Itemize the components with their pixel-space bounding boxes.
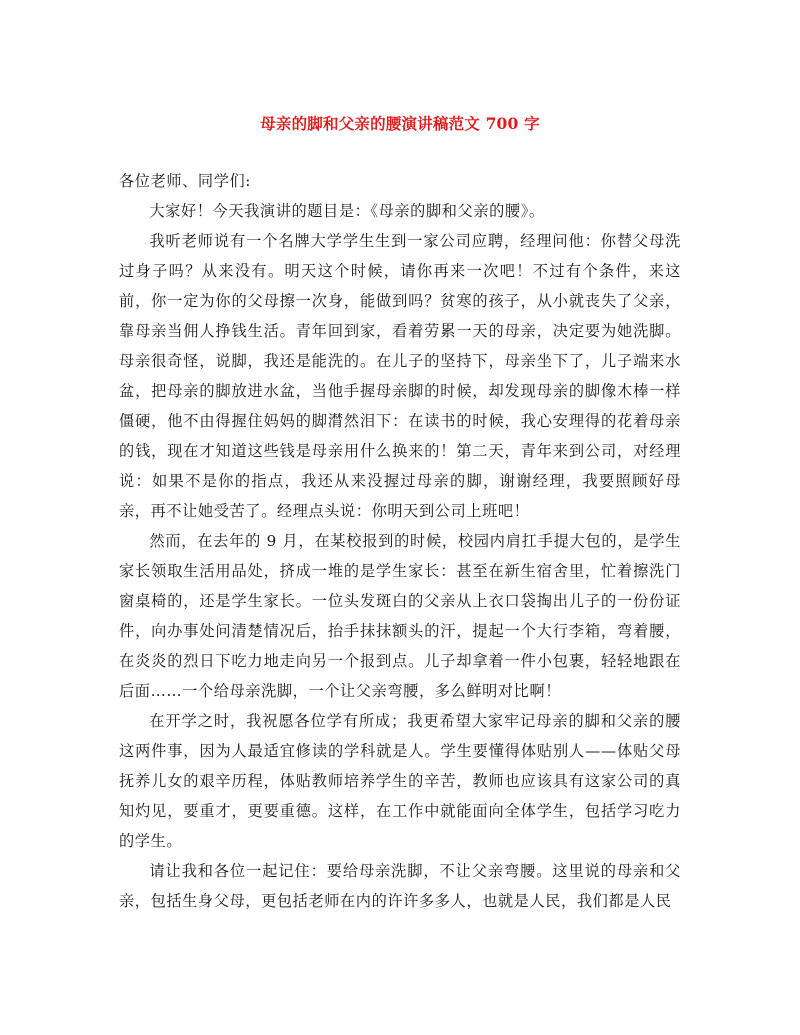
- paragraph-2: 我听老师说有一个名牌大学学生生到一家公司应聘，经理问他：你替父母洗过身子吗？从来没有。明天这个时候，请你再来一次吧！不过有个条件，来这前，你一定为你的父母擦一次身，能做到吗？贫寒的孩子，从小就丧失了父亲，靠母亲当佣人挣钱生活。青年回到家，看着劳累一天的母亲，决定要为她洗脚。母亲很奇怪，说脚，我还是能洗的。在儿子的坚持下，母亲坐下了，儿子端来水盆，把母亲的脚放进水盆，当他手握母亲脚的时候，却发现母亲的脚像木棒一样僵硬，他不由得握住妈妈的脚潸然泪下：在读书的时候，我心安理得的花着母亲的钱，现在才知道这些钱是母亲用什么换来的！第二天，青年来到公司，对经理说：如果不是你的指点，我还从来没握过母亲的脚，谢谢经理，我要照顾好母亲，再不让她受苦了。经理点头说：你明天到公司上班吧！: [119, 232, 681, 520]
- paragraph-5: 请让我和各位一起记住：要给母亲洗脚，不让父亲弯腰。这里说的母亲和父亲，包括生身父母，更包括老师在内的许许多多人，也就是人民，我们都是人民: [119, 862, 681, 910]
- document-title: 母亲的脚和父亲的腰演讲稿范文 700 字: [260, 114, 540, 133]
- greeting-line: 各位老师、同学们:: [119, 172, 252, 190]
- paragraph-1: 大家好！今天我演讲的题目是：《母亲的脚和父亲的腰》。: [149, 202, 545, 220]
- paragraph-3: 然而，在去年的 9 月，在某校报到的时候，校园内肩扛手提大包的，是学生家长领取生活用品处，挤成一堆的是学生家长：甚至在新生宿舍里，忙着擦洗门窗桌椅的，还是学生家长。一位头发斑白的父亲从上衣口袋掏出儿子的一份份证件，向办事处问清楚情况后，抬手抹抹额头的汗，提起一个大行李箱，弯着腰，在炎炎的烈日下吃力地走向另一个报到点。儿子却拿着一件小包裹，轻轻地跟在后面……一个给母亲洗脚，一个让父亲弯腰，多么鲜明对比啊！: [119, 532, 681, 700]
- paragraph-4: 在开学之时，我祝愿各位学有所成；我更希望大家牢记母亲的脚和父亲的腰这两件事，因为人最适宜修读的学科就是人。学生要懂得体贴别人——体贴父母抚养儿女的艰辛历程，体贴教师培养学生的辛苦，教师也应该具有这家公司的真知灼见，要重才，更要重德。这样，在工作中就能面向全体学生，包括学习吃力的学生。: [119, 712, 681, 850]
- document-body: [119, 166, 681, 916]
